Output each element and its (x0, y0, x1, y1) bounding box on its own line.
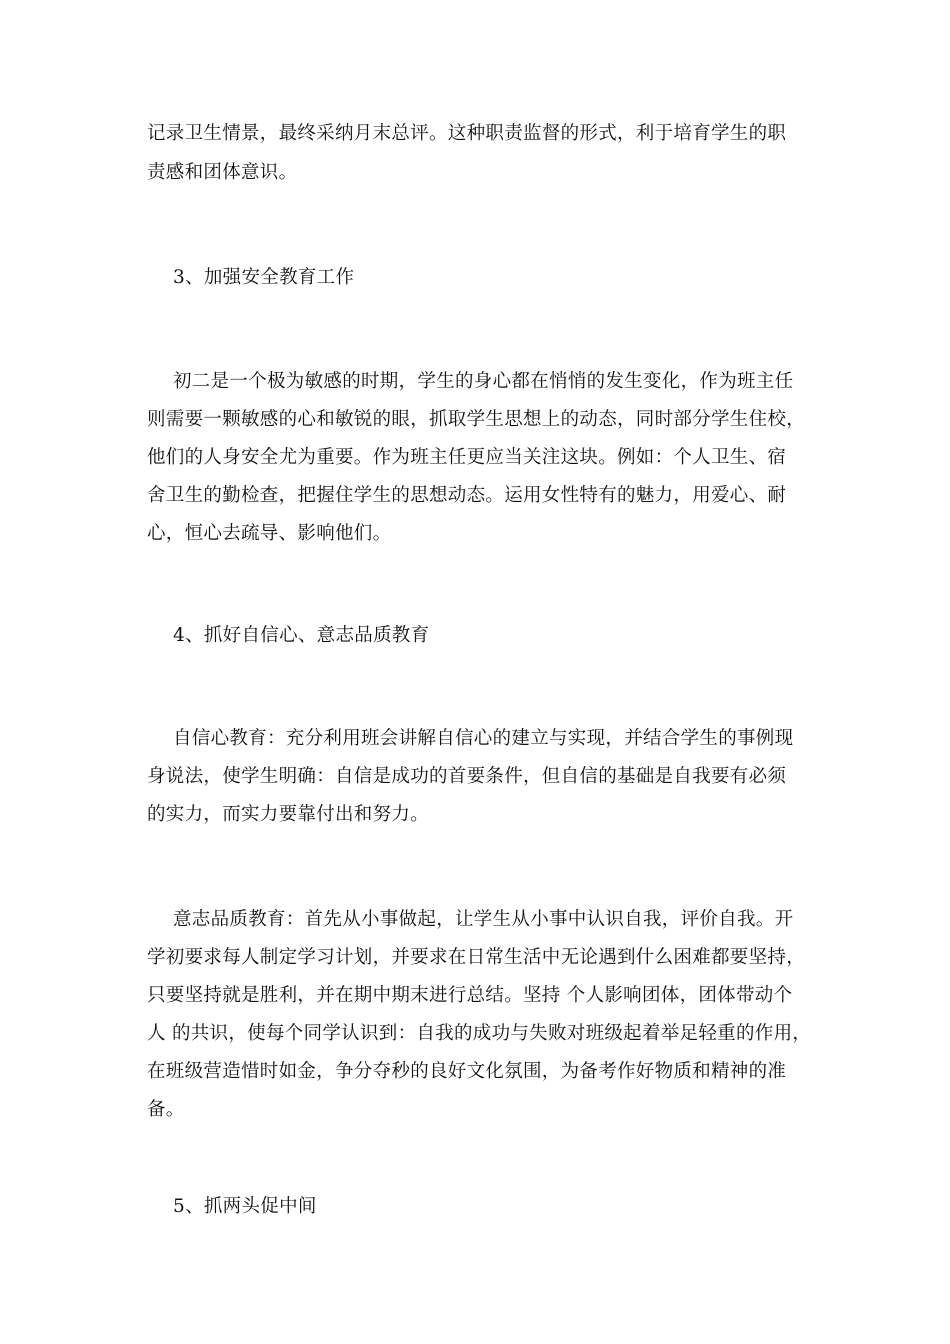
paragraph-line: 只要坚持就是胜利，并在期中期末进行总结。坚持 个人影响团体，团体带动个 (147, 985, 793, 1006)
paragraph-line: 学初要求每人制定学习计划，并要求在日常生活中无论遇到什么困难都要坚持， (147, 947, 806, 968)
paragraph-line: 初二是一个极为敏感的时期，学生的身心都在悄悄的发生变化，作为班主任 (173, 371, 794, 392)
paragraph-line: 的实力，而实力要靠付出和努力。 (147, 804, 430, 825)
paragraph-line: 记录卫生情景，最终采纳月末总评。这种职责监督的形式，利于培育学生的职 (147, 123, 787, 144)
paragraph-line: 人 的共识，使每个同学认识到：自我的成功与失败对班级起着举足轻重的作用， (147, 1023, 812, 1044)
paragraph-line: 自信心教育：充分利用班会讲解自信心的建立与实现，并结合学生的事例现 (173, 728, 794, 749)
paragraph-line: 他们的人身安全尤为重要。作为班主任更应当关注这块。例如：个人卫生、宿 (147, 447, 787, 468)
paragraph-line: 舍卫生的勤检查，把握住学生的思想动态。运用女性特有的魅力，用爱心、耐 (147, 485, 787, 506)
paragraph-line: 心，恒心去疏导、影响他们。 (147, 523, 392, 544)
paragraph-line: 责感和团体意识。 (147, 162, 298, 183)
section-heading: 4、抓好自信心、意志品质教育 (173, 625, 430, 646)
paragraph-line: 备。 (147, 1099, 185, 1120)
section-heading: 3、加强安全教育工作 (173, 267, 355, 288)
paragraph-line: 意志品质教育：首先从小事做起，让学生从小事中认识自我，评价自我。开 (173, 909, 794, 930)
paragraph-line: 在班级营造惜时如金，争分夺秒的良好文化氛围，为备考作好物质和精神的准 (147, 1061, 787, 1082)
section-heading: 5、抓两头促中间 (173, 1196, 317, 1217)
paragraph-line: 则需要一颗敏感的心和敏锐的眼，抓取学生思想上的动态，同时部分学生住校， (147, 409, 806, 430)
paragraph-line: 身说法，使学生明确：自信是成功的首要条件，但自信的基础是自我要有必须 (147, 766, 787, 787)
